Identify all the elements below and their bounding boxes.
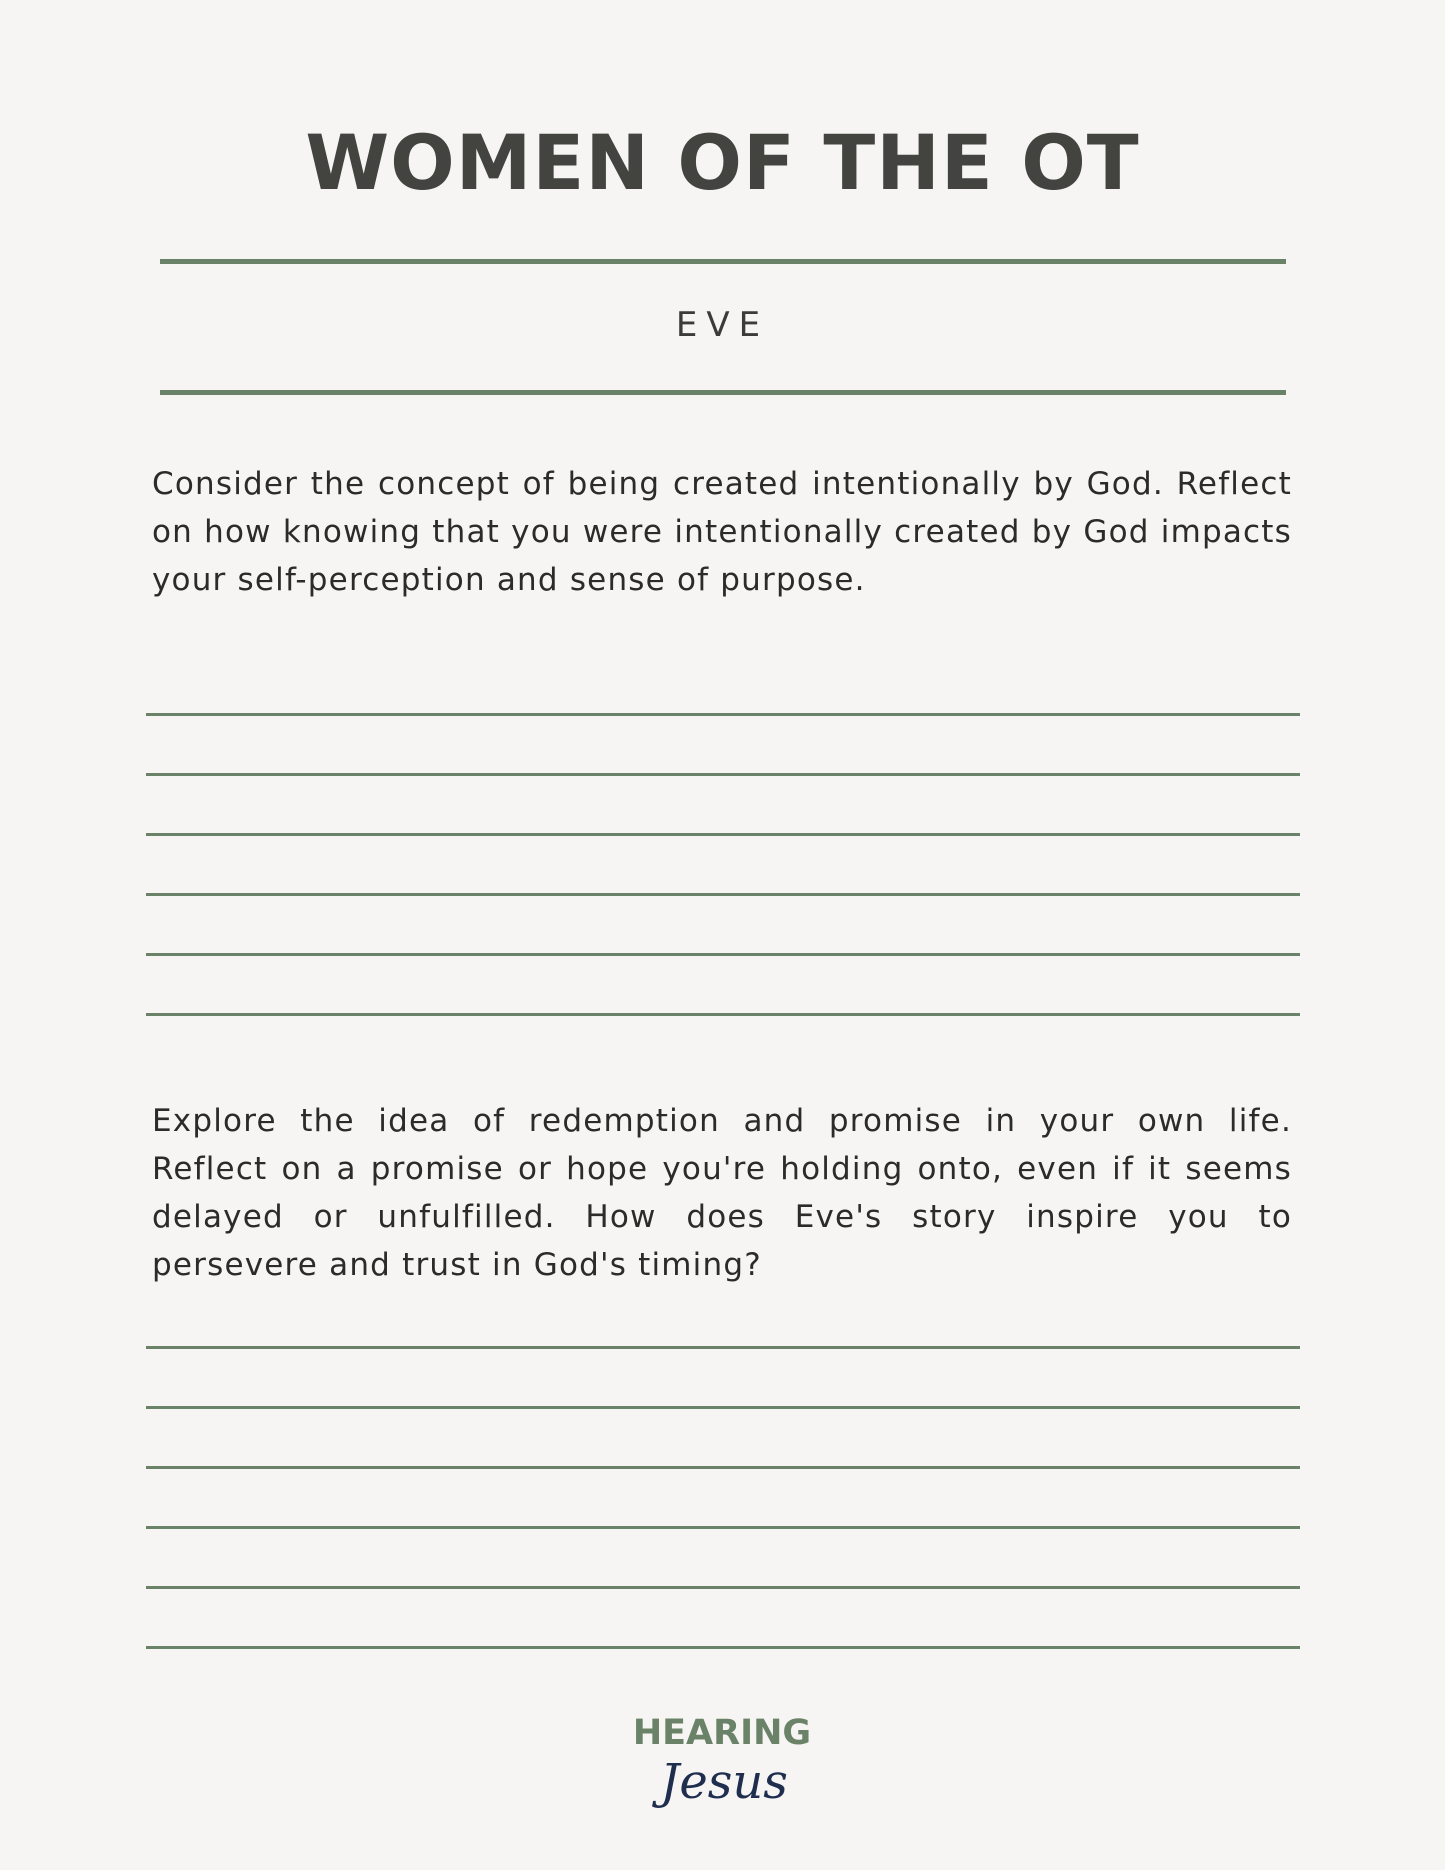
logo-word-script: Jesus bbox=[660, 1754, 788, 1810]
reflection-prompt-2: Explore the idea of redemption and promise in your own life. Reflect on a promise or hope you're holding onto, even if it seems delayed or unfulfilled. How does Eve's story inspire you to persevere and trust in God's timing? bbox=[152, 1103, 1292, 1283]
title-divider-top bbox=[160, 259, 1286, 264]
logo-mark bbox=[622, 1706, 822, 1816]
writing-line[interactable] bbox=[146, 1646, 1300, 1649]
writing-line[interactable] bbox=[146, 1586, 1300, 1589]
writing-line[interactable] bbox=[146, 833, 1300, 836]
writing-line[interactable] bbox=[146, 1526, 1300, 1529]
writing-line[interactable] bbox=[146, 893, 1300, 896]
page-subtitle: EVE bbox=[675, 305, 770, 345]
writing-line[interactable] bbox=[146, 1346, 1300, 1349]
title-divider-bottom bbox=[160, 390, 1286, 395]
writing-line[interactable] bbox=[146, 773, 1300, 776]
writing-line[interactable] bbox=[146, 953, 1300, 956]
page-title: WOMEN OF THE OT bbox=[305, 118, 1140, 207]
writing-line[interactable] bbox=[146, 1466, 1300, 1469]
reflection-prompt-1: Consider the concept of being created intentionally by God. Reflect on how knowing that you were intentionally created by God impacts your self-perception and sense of purpose. bbox=[152, 466, 1292, 598]
writing-line[interactable] bbox=[146, 1013, 1300, 1016]
hearing-jesus-logo bbox=[622, 1706, 822, 1816]
logo-word-top: HEARING bbox=[632, 1713, 812, 1753]
writing-line[interactable] bbox=[146, 1406, 1300, 1409]
writing-line[interactable] bbox=[146, 713, 1300, 716]
